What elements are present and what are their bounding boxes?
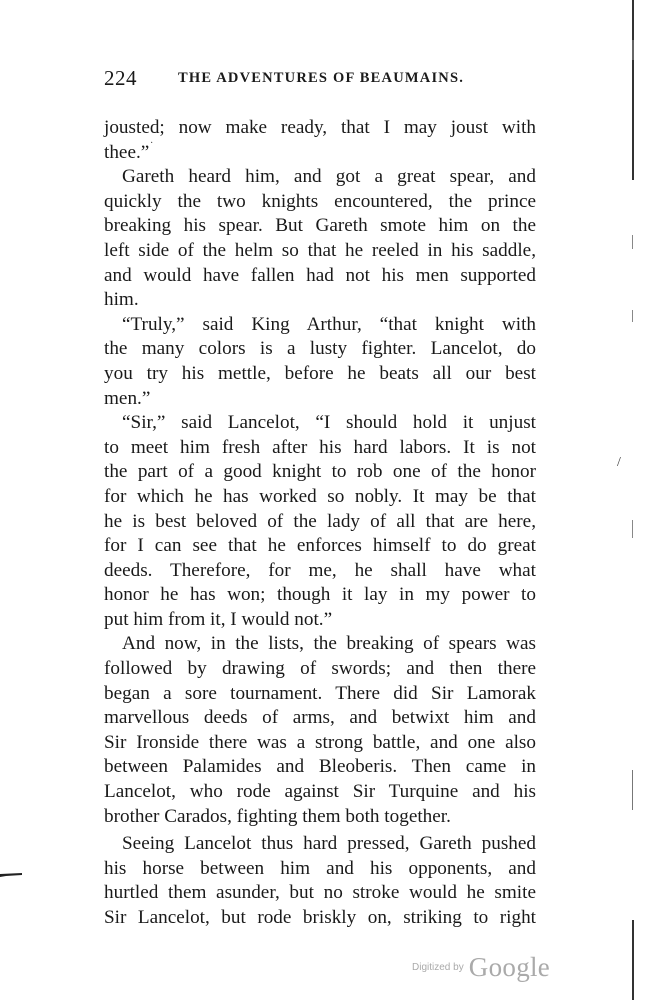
text-line: brother Carados, fighting them both together. bbox=[104, 805, 451, 827]
text-line: Sir Lancelot, but rode briskly on, striking to right bbox=[104, 907, 536, 928]
watermark-prefix: Digitized by bbox=[412, 962, 464, 973]
google-logo: Google bbox=[468, 952, 551, 982]
text-line: left side of the helm so that he reeled in his saddle, bbox=[104, 239, 536, 261]
text-line: his horse between him and his opponents, and bbox=[104, 857, 536, 879]
digitized-watermark bbox=[412, 952, 550, 982]
text-line: and would have fallen had not his men supported bbox=[104, 264, 536, 286]
text-line: “Sir,” said Lancelot, “I should hold it unjust bbox=[122, 412, 536, 434]
text-line: for which he has worked so nobly. It may be that bbox=[104, 485, 536, 507]
text-line: the many colors is a lusty fighter. Lancelot, do bbox=[104, 338, 536, 360]
text-line: between Palamides and Bleoberis. Then came in bbox=[104, 756, 536, 778]
text-line: him. bbox=[104, 289, 139, 311]
text-line: for I can see that he enforces himself to do great bbox=[104, 535, 536, 557]
page-edge-line bbox=[632, 0, 634, 1000]
text-line: hurtled them asunder, but no stroke would he smite bbox=[104, 882, 536, 904]
text-line: began a sore tournament. There did Sir Lamorak bbox=[104, 682, 536, 704]
text-line: thee.” bbox=[104, 141, 150, 163]
scan-speck: / bbox=[617, 455, 621, 470]
body-text bbox=[104, 116, 536, 931]
text-line: And now, in the lists, the breaking of spears was bbox=[122, 633, 536, 655]
text-line: the part of a good knight to rob one of the honor bbox=[104, 461, 536, 483]
text-line: quickly the two knights encountered, the prince bbox=[104, 190, 536, 212]
text-line: jousted; now make ready, that I may joust with bbox=[104, 117, 536, 138]
text-line: put him from it, I would not.” bbox=[104, 608, 333, 630]
page-number: 224 bbox=[104, 66, 137, 90]
text-line: honor he has won; though it lay in my power to bbox=[104, 584, 536, 606]
text-line: he is best beloved of the lady of all that are here, bbox=[104, 510, 536, 532]
text-line: to meet him fresh after his hard labors. It is not bbox=[104, 436, 536, 458]
text-line: Sir Ironside there was a strong battle, and one also bbox=[104, 731, 536, 753]
page-header bbox=[104, 66, 536, 96]
text-line: men.” bbox=[104, 387, 151, 409]
text-line: you try his mettle, before he beats all our best bbox=[104, 362, 536, 384]
text-line: Lancelot, who rode against Sir Turquine and his bbox=[104, 781, 536, 803]
text-line: deeds. Therefore, for me, he shall have what bbox=[104, 559, 536, 581]
text-line: Gareth heard him, and got a great spear, and bbox=[122, 166, 536, 188]
text-line: marvellous deeds of arms, and betwixt him and bbox=[104, 707, 536, 729]
running-title: THE ADVENTURES OF BEAUMAINS. bbox=[178, 70, 465, 86]
scan-speck: · bbox=[150, 138, 154, 149]
text-line: Seeing Lancelot thus hard pressed, Gareth pushed bbox=[122, 833, 536, 855]
text-line: “Truly,” said King Arthur, “that knight with bbox=[122, 313, 536, 335]
text-line: breaking his spear. But Gareth smote him on the bbox=[104, 215, 536, 237]
text-line: followed by drawing of swords; and then there bbox=[104, 658, 536, 680]
scan-mark bbox=[0, 870, 22, 878]
